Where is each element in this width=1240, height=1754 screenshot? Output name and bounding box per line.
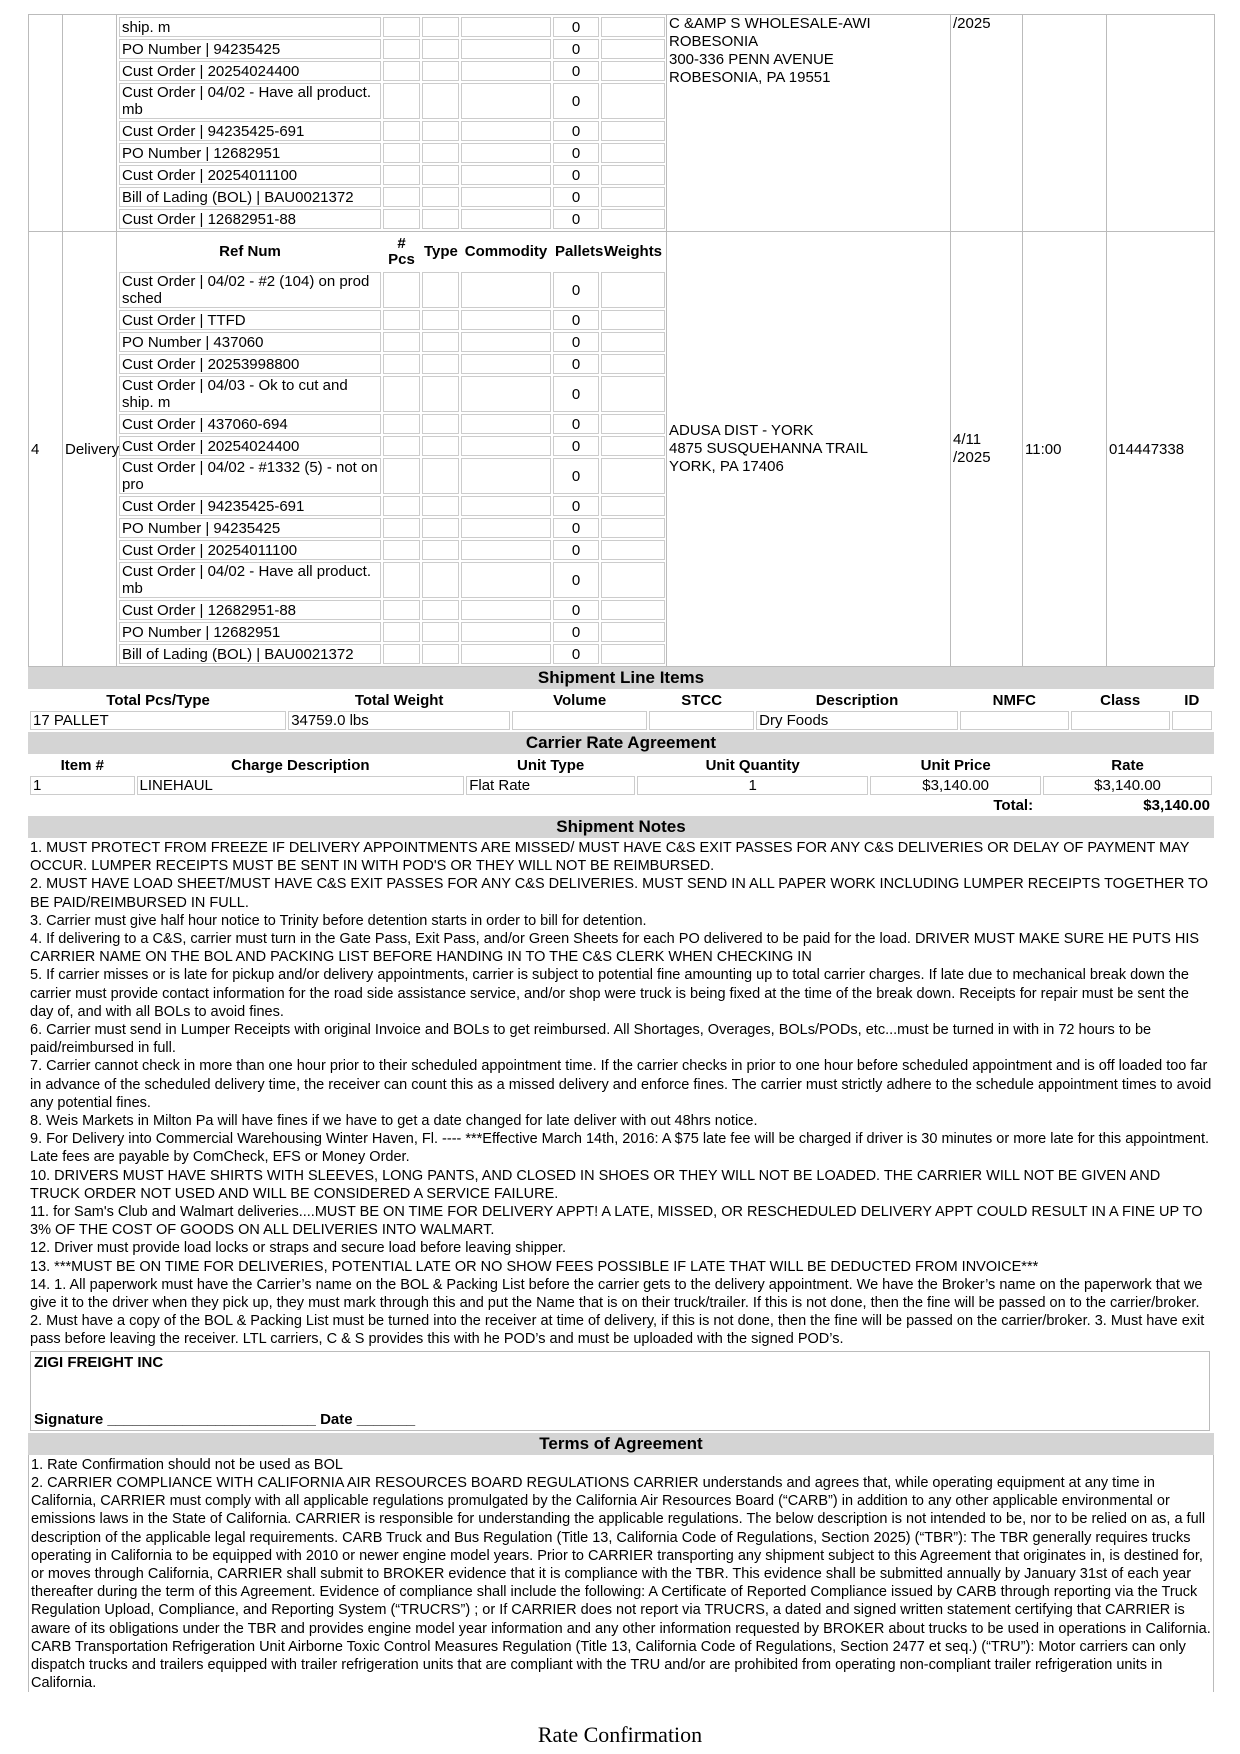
type-cell: [422, 600, 459, 620]
note-item: 14. 1. All paperwork must have the Carrier’s name on the BOL & Packing List before the carrier gets to the delivery appointment. We have the Broker’s name on the paperwork that we give it to the driver when they pick up, they must mark through this and put the Name that is on their truck/trailer. If this is not done, then the fine will be passed on to the carrier/broker. 2. Must have a copy of the BOL & Packing List must be turned into the receiver at time of delivery, if this is not done, then the fine will be passed on the carrier/broker. 3. Must have exit pass before leaving the receiver. LTL carriers, C & S provides this with he POD’s and must be uploaded with the signed POD’s.: [30, 1276, 1205, 1348]
col-volume: Volume: [553, 691, 607, 709]
col-item: Item #: [60, 756, 104, 774]
pallets-cell: 0: [553, 61, 599, 81]
note-item: 3. Carrier must give half hour notice to Trinity before detention starts in order to bill for detention.: [30, 912, 647, 929]
type-cell: [422, 354, 459, 374]
ref-row: [119, 39, 665, 59]
ref-row: [119, 61, 665, 81]
pallets-cell: 0: [553, 272, 599, 308]
pcs-cell: [383, 622, 420, 642]
ref-num-cell: Cust Order | 20254011100: [119, 540, 381, 560]
pallets-cell: 0: [553, 17, 599, 37]
shipment-notes: [28, 838, 1214, 1349]
pallets-cell: 0: [553, 436, 599, 456]
commodity-cell: [461, 121, 551, 141]
pallets-cell: 0: [553, 414, 599, 434]
commodity-cell: [461, 458, 551, 494]
pallets-cell: 0: [553, 143, 599, 163]
type-cell: [422, 458, 459, 494]
ref-row: [119, 414, 665, 434]
terms-of-agreement: [28, 1455, 1214, 1693]
pcs-cell: [383, 496, 420, 516]
weights-cell: [601, 143, 665, 163]
ref-num-cell: PO Number | 94235425: [119, 518, 381, 538]
commodity-cell: [461, 436, 551, 456]
type-cell: [422, 622, 459, 642]
note-item: 5. If carrier misses or is late for pickup and/or delivery appointments, carrier is subject to potential fine amounting up to total carrier charges. If late due to mechanical break down the carrier must provide contact information for the road side assistance service, and/or shop were truck is being fixed at the time of the break down. Receipts for repair must be sent the day of, and with all BOLs to avoid fines.: [30, 967, 1189, 1020]
ref-row: [119, 332, 665, 352]
stop4-ref-table: [117, 232, 667, 666]
pallets-cell: 0: [553, 83, 599, 119]
note-item: 2. MUST HAVE LOAD SHEET/MUST HAVE C&S EXIT PASSES FOR ANY C&S DELIVERIES. MUST SEND IN ALL PAPER WORK INCLUDING LUMPER RECEIPTS TOGETHER TO BE PAID/REIMBURSED IN FULL.: [30, 876, 1209, 911]
note-item: 7. Carrier cannot check in more than one hour prior to their scheduled appointment time. If the carrier checks in prior to one hour before scheduled appointment and is off loaded too far in advance of the scheduled delivery time, the receiver can count this as a missed delivery and enforce fines. The carrier must strictly adhere to the schedule appointment times to avoid any potential fines.: [30, 1058, 1212, 1111]
pcs-cell: [383, 600, 420, 620]
rate-table: [28, 754, 1214, 816]
type-cell: [422, 562, 459, 598]
weights-cell: [601, 332, 665, 352]
ref-num-cell: Bill of Lading (BOL) | BAU0021372: [119, 644, 381, 664]
pcs-cell: [383, 143, 420, 163]
ref-num-cell: Cust Order | 20254024400: [119, 61, 381, 81]
weights-cell: [601, 376, 665, 412]
ref-num-cell: Cust Order | 04/03 - Ok to cut and ship. m: [119, 376, 381, 412]
weights-cell: [601, 310, 665, 330]
ref-num-cell: Cust Order | 04/02 - Have all product. mb: [119, 83, 381, 119]
type-cell: [422, 272, 459, 308]
type-cell: [422, 414, 459, 434]
pallets-cell: 0: [553, 121, 599, 141]
pcs-cell: [383, 562, 420, 598]
line-items-table: [28, 689, 1214, 732]
commodity-cell: [461, 600, 551, 620]
col-unit-price: Unit Price: [920, 756, 991, 774]
pallets-cell: 0: [553, 165, 599, 185]
ref-num-cell: Cust Order | 04/02 - Have all product. mb: [119, 562, 381, 598]
note-item: 6. Carrier must send in Lumper Receipts with original Invoice and BOLs to get reimbursed. All Shortages, Overages, BOLs/PODs, etc...must be turned in with in 72 hours to be paid/reimbursed in full.: [30, 1022, 1152, 1057]
commodity-cell: [461, 310, 551, 330]
ref-row: [119, 600, 665, 620]
pcs-cell: [383, 209, 420, 229]
ref-row: [119, 83, 665, 119]
page-footer-title: Rate Confirmation: [537, 1722, 703, 1747]
weights-cell: [601, 17, 665, 37]
prev-stop-date: /2025: [951, 15, 1023, 232]
commodity-cell: [461, 354, 551, 374]
pcs-cell: [383, 310, 420, 330]
type-cell: [422, 332, 459, 352]
type-cell: [422, 187, 459, 207]
commodity-cell: [461, 187, 551, 207]
type-cell: [422, 165, 459, 185]
pallets-cell: 0: [553, 458, 599, 494]
note-item: 4. If delivering to a C&S, carrier must turn in the Gate Pass, Exit Pass, and/or Green Sheets for each PO delivered to be paid for the load. DRIVER MUST MAKE SURE HE PUTS HIS CARRIER NAME ON THE BOL AND PACKING LIST BEFORE HANDING IN TO THE C&S CLERK WHEN CHECKING IN: [30, 931, 1200, 966]
col-stcc: STCC: [681, 691, 723, 709]
prev-stop-address: C &AMP S WHOLESALE-AWI ROBESONIA 300-336 PENN AVENUE ROBESONIA, PA 19551: [667, 15, 951, 232]
pallets-cell: 0: [553, 39, 599, 59]
ref-table-header: [119, 234, 665, 270]
type-cell: [422, 518, 459, 538]
type-cell: [422, 143, 459, 163]
ref-row: [119, 187, 665, 207]
stop4-address: ADUSA DIST - YORK 4875 SUSQUEHANNA TRAIL YORK, PA 17406: [667, 232, 951, 667]
header-pallets: Pallets: [555, 243, 604, 260]
ref-row: [119, 622, 665, 642]
pcs-cell: [383, 354, 420, 374]
ref-num-cell: Cust Order | 437060-694: [119, 414, 381, 434]
ref-row: [119, 310, 665, 330]
ref-num-cell: Cust Order | 04/02 - #1332 (5) - not on pro: [119, 458, 381, 494]
commodity-cell: [461, 209, 551, 229]
weights-cell: [601, 187, 665, 207]
commodity-cell: [461, 622, 551, 642]
pcs-cell: [383, 376, 420, 412]
type-cell: [422, 436, 459, 456]
pcs-cell: [383, 39, 420, 59]
ref-row: [119, 436, 665, 456]
type-cell: [422, 121, 459, 141]
weights-cell: [601, 518, 665, 538]
col-total-pcs: Total Pcs/Type: [106, 691, 210, 709]
rate-total-row: [30, 797, 1212, 814]
signature-line: Signature _________________________ Date _______: [34, 1410, 416, 1428]
rate-confirmation-page: [28, 14, 1214, 1692]
prev-ref-table: [117, 15, 667, 231]
pallets-cell: 0: [553, 354, 599, 374]
rate-header: [30, 756, 1212, 774]
weights-cell: [601, 165, 665, 185]
weights-cell: [601, 39, 665, 59]
ref-num-cell: PO Number | 12682951: [119, 143, 381, 163]
type-cell: [422, 209, 459, 229]
stop-number: 4: [29, 232, 63, 667]
ref-num-cell: PO Number | 94235425: [119, 39, 381, 59]
note-item: 11. for Sam's Club and Walmart deliveries....MUST BE ON TIME FOR DELIVERY APPT! A LATE, MISSED, OR RESCHEDULED DELIVERY APPT COULD RESULT IN A FINE UP TO 3% OF THE COST OF GOODS ON ALL DELIVERIES INTO WALMART.: [30, 1204, 1203, 1239]
type-cell: [422, 83, 459, 119]
col-description: Description: [815, 691, 899, 709]
pallets-cell: 0: [553, 376, 599, 412]
pcs-cell: [383, 414, 420, 434]
ref-num-cell: Cust Order | 12682951-88: [119, 209, 381, 229]
header-commodity: Commodity: [464, 243, 548, 260]
commodity-cell: [461, 83, 551, 119]
stop-type: Delivery: [63, 232, 117, 667]
note-item: 12. Driver must provide load locks or straps and secure load before leaving shipper.: [30, 1240, 566, 1257]
pcs-cell: [383, 187, 420, 207]
total-value: $3,140.00: [1143, 797, 1210, 814]
pcs-cell: [383, 17, 420, 37]
pcs-cell: [383, 436, 420, 456]
weights-cell: [601, 354, 665, 374]
total-label: Total:: [993, 797, 1034, 814]
pallets-cell: 0: [553, 622, 599, 642]
commodity-cell: [461, 414, 551, 434]
commodity-cell: [461, 518, 551, 538]
commodity-cell: [461, 165, 551, 185]
ref-row: [119, 376, 665, 412]
note-item: 1. MUST PROTECT FROM FREEZE IF DELIVERY APPOINTMENTS ARE MISSED/ MUST HAVE C&S EXIT PASSES FOR ANY C&S DELIVERIES OR DELAY OF PAYMENT MAY OCCUR. LUMPER RECEIPTS MUST BE SENT IN WITH POD'S OR THEY WILL NOT BE REIMBURSED.: [30, 840, 1190, 875]
col-id: ID: [1184, 691, 1200, 709]
weights-cell: [601, 458, 665, 494]
weights-cell: [601, 209, 665, 229]
weights-cell: [601, 540, 665, 560]
pallets-cell: 0: [553, 496, 599, 516]
commodity-cell: [461, 272, 551, 308]
commodity-cell: [461, 332, 551, 352]
ref-row: [119, 518, 665, 538]
pcs-cell: [383, 540, 420, 560]
ref-row: [119, 121, 665, 141]
ref-row: [119, 458, 665, 494]
type-cell: [422, 376, 459, 412]
pcs-cell: [383, 272, 420, 308]
pcs-cell: [383, 332, 420, 352]
carrier-company-name: ZIGI FREIGHT INC: [34, 1353, 164, 1371]
pcs-cell: [383, 518, 420, 538]
ref-row: [119, 354, 665, 374]
note-item: 10. DRIVERS MUST HAVE SHIRTS WITH SLEEVES, LONG PANTS, AND CLOSED IN SHOES OR THEY WILL NOT BE LOADED. THE CARRIER WILL NOT BE GIVEN AND TRUCK ORDER NOT USED AND WILL BE CONSIDERED A SERVICE FAILURE.: [30, 1167, 1161, 1202]
weights-cell: [601, 644, 665, 664]
ref-num-cell: Cust Order | 20254024400: [119, 436, 381, 456]
ref-row: [119, 17, 665, 37]
ref-num-cell: PO Number | 437060: [119, 332, 381, 352]
ref-num-cell: Cust Order | 20253998800: [119, 354, 381, 374]
line-item-row: 17 PALLET 34759.0 lbs Dry Foods: [30, 711, 1212, 730]
header-weights: Weights: [603, 243, 663, 260]
commodity-cell: [461, 39, 551, 59]
pallets-cell: 0: [553, 332, 599, 352]
shipment-notes-title: Shipment Notes: [28, 816, 1214, 838]
commodity-cell: [461, 17, 551, 37]
ref-row: [119, 209, 665, 229]
pallets-cell: 0: [553, 310, 599, 330]
ref-row: [119, 496, 665, 516]
weights-cell: [601, 272, 665, 308]
weights-cell: [601, 496, 665, 516]
term-item: 1. Rate Confirmation should not be used as BOL: [31, 1456, 343, 1473]
term-item: 2. CARRIER COMPLIANCE WITH CALIFORNIA AIR RESOURCES BOARD REGULATIONS CARRIER understands and agrees that, while operating equipment at any time in California, CARRIER must comply with all applicable regulations promulgated by the California Air Resources Board (“CARB”) in addition to any other applicable environmental or emissions laws in the State of California. CARRIER is responsible for understanding the applicable regulations. The below description is not intended to be, nor to be relied on as, a full description of the applicable legal requirements. CARB Truck and Bus Regulation (Title 13, California Code of Regulations, Section 2025) (“TBR”): The TBR generally requires trucks operating in California to be equipped with 2010 or newer engine model years. Prior to CARRIER transporting any shipment subject to this Agreement that originates in, is destined for, or moves through California, CARRIER shall submit to BROKER evidence that it is compliance with the TBR. This evidence shall be submitted annually by January 31st of each year thereafter during the term of this Agreement. Evidence of compliance shall include the following: A Certificate of Reported Compliance issued by CARB through reporting via the Truck Regulation Upload, Compliance, and Reporting System (“TRUCRS”) ; or If CARRIER does not report via TRUCRS, a dated and signed written statement certifying that CARRIER is aware of its obligations under the TBR and provides engine model year information and any other information requested by BROKER about trucks to be used in operations in California. CARB Transportation Refrigeration Unit Airborne Toxic Control Measures Regulation (Title 13, California Code of Regulations, Section 2477 et seq.) (“TRU”): Motor carriers can only dispatch trucks and trailers equipped with trailer refrigeration units that are compliant with the TRU and/or are prohibited from operating non-compliant trailer refrigeration units in California.: [31, 1474, 1211, 1692]
col-unit-quantity: Unit Quantity: [705, 756, 800, 774]
col-total-weight: Total Weight: [354, 691, 444, 709]
ref-row: [119, 143, 665, 163]
stop4-number: 014447338: [1107, 232, 1215, 667]
type-cell: [422, 61, 459, 81]
type-cell: [422, 496, 459, 516]
pallets-cell: 0: [553, 600, 599, 620]
ref-row: [119, 165, 665, 185]
type-cell: [422, 39, 459, 59]
rate-agreement-title: Carrier Rate Agreement: [28, 732, 1214, 754]
stops-table: [28, 14, 1215, 667]
note-item: 9. For Delivery into Commercial Warehousing Winter Haven, Fl. ---- ***Effective March 14th, 2016: A $75 late fee will be charged if driver is 30 minutes or more late for this appointment. Late fees are payable by ComCheck, EFS or Money Order.: [30, 1131, 1210, 1166]
note-item: 8. Weis Markets in Milton Pa will have fines if we have to get a date changed for late deliver with out 48hrs notice.: [30, 1113, 758, 1130]
ref-num-cell: ship. m: [119, 17, 381, 37]
ref-row: [119, 644, 665, 664]
header-pcs: # Pcs: [388, 235, 415, 268]
ref-num-cell: Cust Order | 94235425-691: [119, 121, 381, 141]
ref-num-cell: Bill of Lading (BOL) | BAU0021372: [119, 187, 381, 207]
pcs-cell: [383, 121, 420, 141]
line-items-title: Shipment Line Items: [28, 667, 1214, 689]
stop4-time: 11:00: [1023, 232, 1107, 667]
commodity-cell: [461, 540, 551, 560]
ref-row: [119, 272, 665, 308]
type-cell: [422, 644, 459, 664]
col-charge-description: Charge Description: [231, 756, 370, 774]
signature-box: [30, 1351, 1210, 1431]
stop-row-prev: [29, 15, 1215, 232]
pcs-cell: [383, 61, 420, 81]
type-cell: [422, 310, 459, 330]
ref-row: [119, 540, 665, 560]
col-nmfc: NMFC: [992, 691, 1036, 709]
col-unit-type: Unit Type: [517, 756, 585, 774]
col-rate: Rate: [1111, 756, 1144, 774]
weights-cell: [601, 622, 665, 642]
type-cell: [422, 540, 459, 560]
rate-row: 1 LINEHAUL Flat Rate 1 $3,140.00 $3,140.00: [30, 776, 1212, 795]
commodity-cell: [461, 562, 551, 598]
note-item: 13. ***MUST BE ON TIME FOR DELIVERIES, POTENTIAL LATE OR NO SHOW FEES POSSIBLE IF LATE THAT WILL BE DEDUCTED FROM INVOICE***: [30, 1258, 1039, 1275]
stop-row-4: [29, 232, 1215, 667]
commodity-cell: [461, 376, 551, 412]
line-items-header: [30, 691, 1212, 709]
ref-num-cell: Cust Order | 12682951-88: [119, 600, 381, 620]
ref-num-cell: Cust Order | 94235425-691: [119, 496, 381, 516]
weights-cell: [601, 61, 665, 81]
pcs-cell: [383, 83, 420, 119]
pallets-cell: 0: [553, 518, 599, 538]
pallets-cell: 0: [553, 540, 599, 560]
weights-cell: [601, 436, 665, 456]
commodity-cell: [461, 61, 551, 81]
commodity-cell: [461, 143, 551, 163]
pallets-cell: 0: [553, 562, 599, 598]
pcs-cell: [383, 458, 420, 494]
col-class: Class: [1100, 691, 1141, 709]
ref-num-cell: Cust Order | 04/02 - #2 (104) on prod sched: [119, 272, 381, 308]
pallets-cell: 0: [553, 187, 599, 207]
pallets-cell: 0: [553, 209, 599, 229]
commodity-cell: [461, 496, 551, 516]
type-cell: [422, 17, 459, 37]
terms-title: Terms of Agreement: [28, 1433, 1214, 1455]
ref-row: [119, 562, 665, 598]
header-type: Type: [424, 243, 458, 260]
pallets-cell: 0: [553, 644, 599, 664]
weights-cell: [601, 83, 665, 119]
header-ref-num: Ref Num: [219, 243, 281, 260]
weights-cell: [601, 562, 665, 598]
stop4-date: 4/11 /2025: [951, 232, 1023, 667]
pcs-cell: [383, 644, 420, 664]
weights-cell: [601, 414, 665, 434]
ref-num-cell: Cust Order | 20254011100: [119, 165, 381, 185]
ref-num-cell: PO Number | 12682951: [119, 622, 381, 642]
weights-cell: [601, 600, 665, 620]
commodity-cell: [461, 644, 551, 664]
ref-num-cell: Cust Order | TTFD: [119, 310, 381, 330]
weights-cell: [601, 121, 665, 141]
pcs-cell: [383, 165, 420, 185]
